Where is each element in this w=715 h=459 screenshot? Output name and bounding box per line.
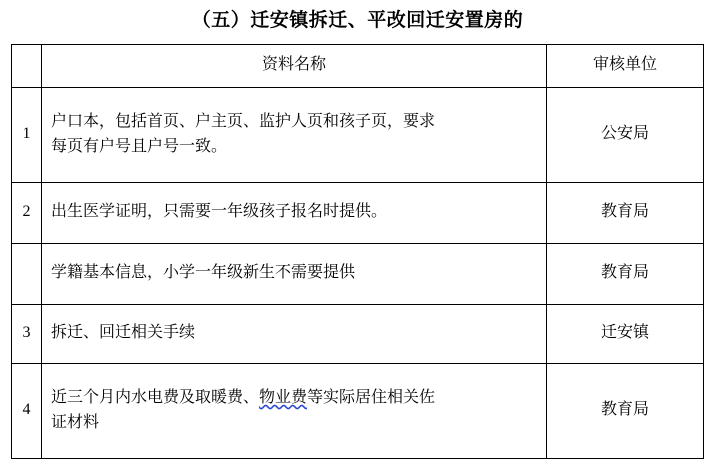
row-index: 1 bbox=[12, 87, 42, 182]
row-material-line: 证材料 bbox=[51, 413, 100, 431]
row-review-unit: 迁安镇 bbox=[547, 304, 704, 363]
requirements-table bbox=[11, 44, 704, 459]
row-material-line: 每页有户号且户号一致。 bbox=[51, 137, 228, 155]
row-material-line: 学籍基本信息，小学一年级新生不需要提供 bbox=[51, 264, 356, 282]
row-material-name bbox=[42, 304, 547, 363]
row-material-line-wavy bbox=[51, 386, 536, 411]
row-material-line-part-b: 等实际居住相关佐 bbox=[307, 389, 436, 406]
row-index bbox=[12, 243, 42, 304]
table-row bbox=[12, 304, 704, 363]
row-index: 4 bbox=[12, 363, 42, 458]
row-index: 2 bbox=[12, 182, 42, 243]
row-material-line-part-a: 近三个月内水电费及取暖费、 bbox=[51, 389, 260, 406]
row-material-name bbox=[42, 243, 547, 304]
row-review-unit: 教育局 bbox=[547, 243, 704, 304]
row-material-line: 出生医学证明，只需要一年级孩子报名时提供。 bbox=[51, 203, 388, 221]
table-row bbox=[12, 243, 704, 304]
row-review-unit: 教育局 bbox=[547, 182, 704, 243]
wavy-underlined-text: 物业费 bbox=[259, 389, 308, 406]
header-name: 资料名称 bbox=[42, 44, 547, 87]
row-material-line: 拆迁、回迁相关手续 bbox=[51, 324, 196, 342]
row-material-name bbox=[42, 182, 547, 243]
row-review-unit: 公安局 bbox=[547, 87, 704, 182]
row-material-line: 户口本，包括首页、户主页、监护人页和孩子页，要求 bbox=[51, 113, 436, 130]
row-review-unit: 教育局 bbox=[547, 363, 704, 458]
row-material-name bbox=[42, 363, 547, 458]
header-index bbox=[12, 44, 42, 87]
table-row bbox=[12, 182, 704, 243]
header-unit: 审核单位 bbox=[547, 44, 704, 87]
table-row bbox=[12, 363, 704, 458]
table-header-row bbox=[12, 44, 704, 87]
page-title: （五）迁安镇拆迁、平改回迁安置房的 bbox=[191, 10, 524, 31]
table-row bbox=[12, 87, 704, 182]
row-material-name bbox=[42, 87, 547, 182]
row-index: 3 bbox=[12, 304, 42, 363]
